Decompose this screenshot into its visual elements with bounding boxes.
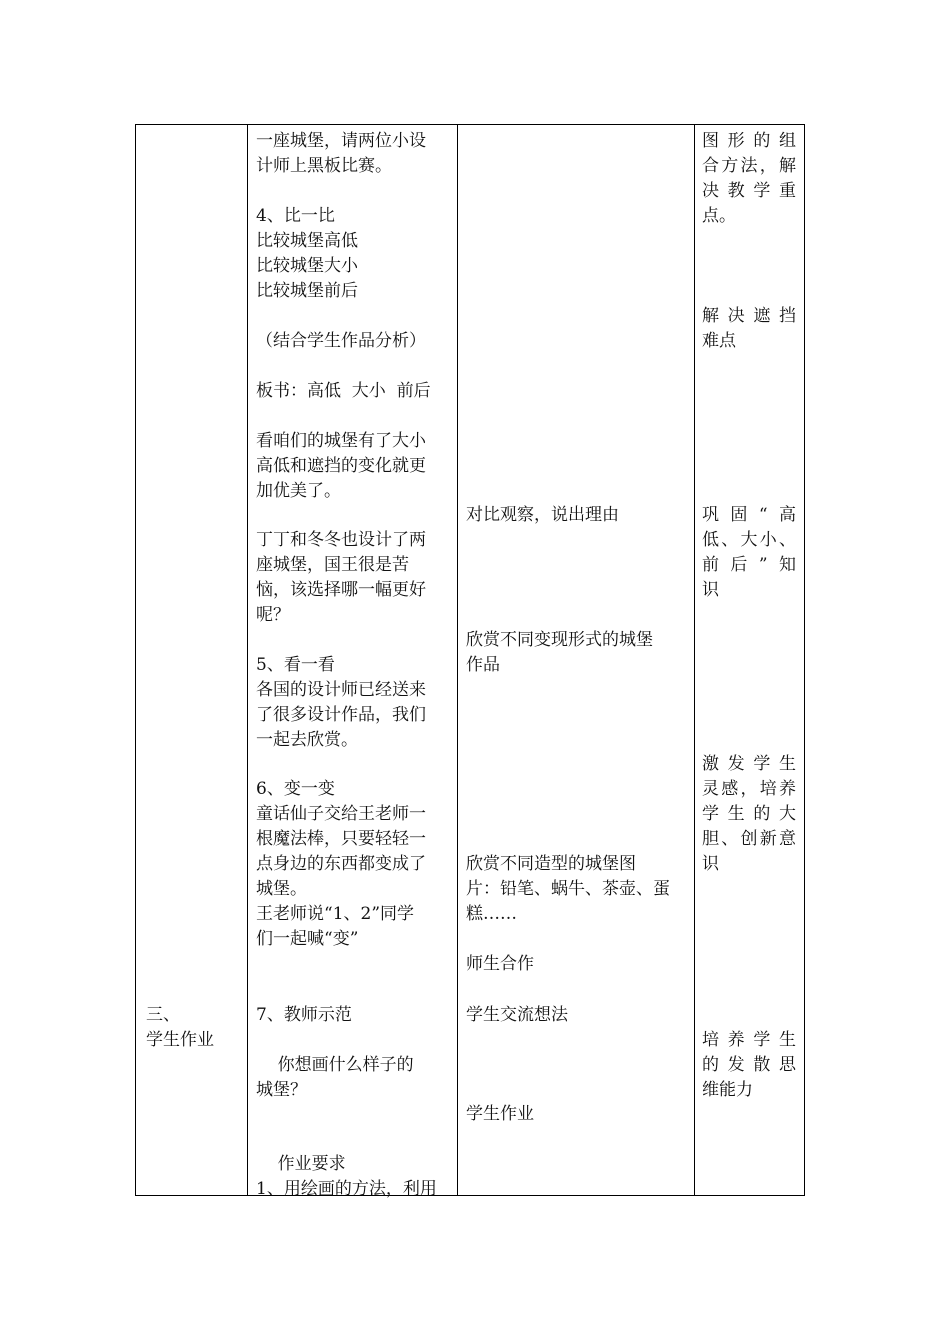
design-intent-column <box>702 125 798 1195</box>
text-line: 的发散思 <box>702 1055 796 1075</box>
text-line: 欣赏不同造型的城堡图 <box>466 854 636 874</box>
text-line: 1、用绘画的方法，利用 <box>256 1179 437 1199</box>
text-line: 决教学重 <box>702 181 796 201</box>
text-line: 胆、创新意 <box>702 829 796 849</box>
text-line: 三、 <box>146 1005 180 1025</box>
text-line: 童话仙子交给王老师一 <box>256 804 426 824</box>
text-line: 培养学生 <box>702 1030 796 1050</box>
column-divider <box>247 125 248 1195</box>
text-line: 图形的组 <box>702 131 796 151</box>
text-line: 识 <box>702 580 719 600</box>
text-line: 解决遮挡 <box>702 306 796 326</box>
text-line: 城堡。 <box>256 879 307 899</box>
text-line: 5、看一看 <box>256 655 335 675</box>
text-line: 学生交流想法 <box>466 1005 568 1025</box>
text-line: 你想画什么样子的 <box>256 1055 414 1075</box>
text-line: 糕…… <box>466 904 517 924</box>
text-line: 比较城堡前后 <box>256 281 358 301</box>
column-divider <box>694 125 695 1195</box>
text-line: 识 <box>702 854 719 874</box>
text-line: 座城堡，国王很是苦 <box>256 555 409 575</box>
text-line: 低、大小、 <box>702 530 796 550</box>
text-line: 4、比一比 <box>256 206 335 226</box>
text-line: 难点 <box>702 331 736 351</box>
student-activity-column <box>466 125 688 1195</box>
text-line: 点身边的东西都变成了 <box>256 854 426 874</box>
text-line: 欣赏不同变现形式的城堡 <box>466 630 653 650</box>
text-line: 对比观察，说出理由 <box>466 505 619 525</box>
text-line: 王老师说“1、2”同学 <box>256 904 415 924</box>
text-line: 比较城堡高低 <box>256 231 358 251</box>
stage-column <box>146 125 241 1195</box>
text-line: 比较城堡大小 <box>256 256 358 276</box>
text-line: 片：铅笔、蜗牛、茶壶、蛋 <box>466 879 670 899</box>
text-line: 合方法，解 <box>702 156 796 176</box>
text-line: 7、教师示范 <box>256 1005 352 1025</box>
text-line: 维能力 <box>702 1080 753 1100</box>
text-line: 了很多设计作品，我们 <box>256 705 426 725</box>
text-line: 恼，该选择哪一幅更好 <box>256 580 426 600</box>
text-line: 各国的设计师已经送来 <box>256 680 426 700</box>
text-line: 点。 <box>702 206 736 226</box>
text-line: 学生作业 <box>466 1104 534 1124</box>
text-line: 板书：高低 大小 前后 <box>256 381 431 401</box>
column-divider <box>457 125 458 1195</box>
text-line: 一起去欣赏。 <box>256 730 358 750</box>
text-line: 6、变一变 <box>256 779 335 799</box>
text-line: 们一起喊“变” <box>256 929 359 949</box>
text-line: 前后”知 <box>702 555 796 575</box>
text-line: 丁丁和冬冬也设计了两 <box>256 530 426 550</box>
text-line: 灵感，培养 <box>702 779 796 799</box>
text-line: 计师上黑板比赛。 <box>256 156 392 176</box>
text-line: 一座城堡，请两位小设 <box>256 131 426 151</box>
text-line: 激发学生 <box>702 754 796 774</box>
text-line: 巩固“高 <box>702 505 796 525</box>
text-line: 加优美了。 <box>256 481 341 501</box>
text-line: 作品 <box>466 655 500 675</box>
text-line: 作业要求 <box>256 1154 346 1174</box>
lesson-plan-table <box>135 124 805 1199</box>
text-line: 学生的大 <box>702 804 796 824</box>
text-line: 城堡？ <box>256 1080 307 1100</box>
text-line: 根魔法棒，只要轻轻一 <box>256 829 426 849</box>
teacher-activity-column <box>256 125 449 1199</box>
text-line: 高低和遮挡的变化就更 <box>256 456 426 476</box>
text-line: 呢？ <box>256 605 290 625</box>
text-line: 师生合作 <box>466 954 534 974</box>
text-line: 看咱们的城堡有了大小 <box>256 431 426 451</box>
text-line: （结合学生作品分析） <box>256 331 426 351</box>
text-line: 学生作业 <box>146 1030 214 1050</box>
